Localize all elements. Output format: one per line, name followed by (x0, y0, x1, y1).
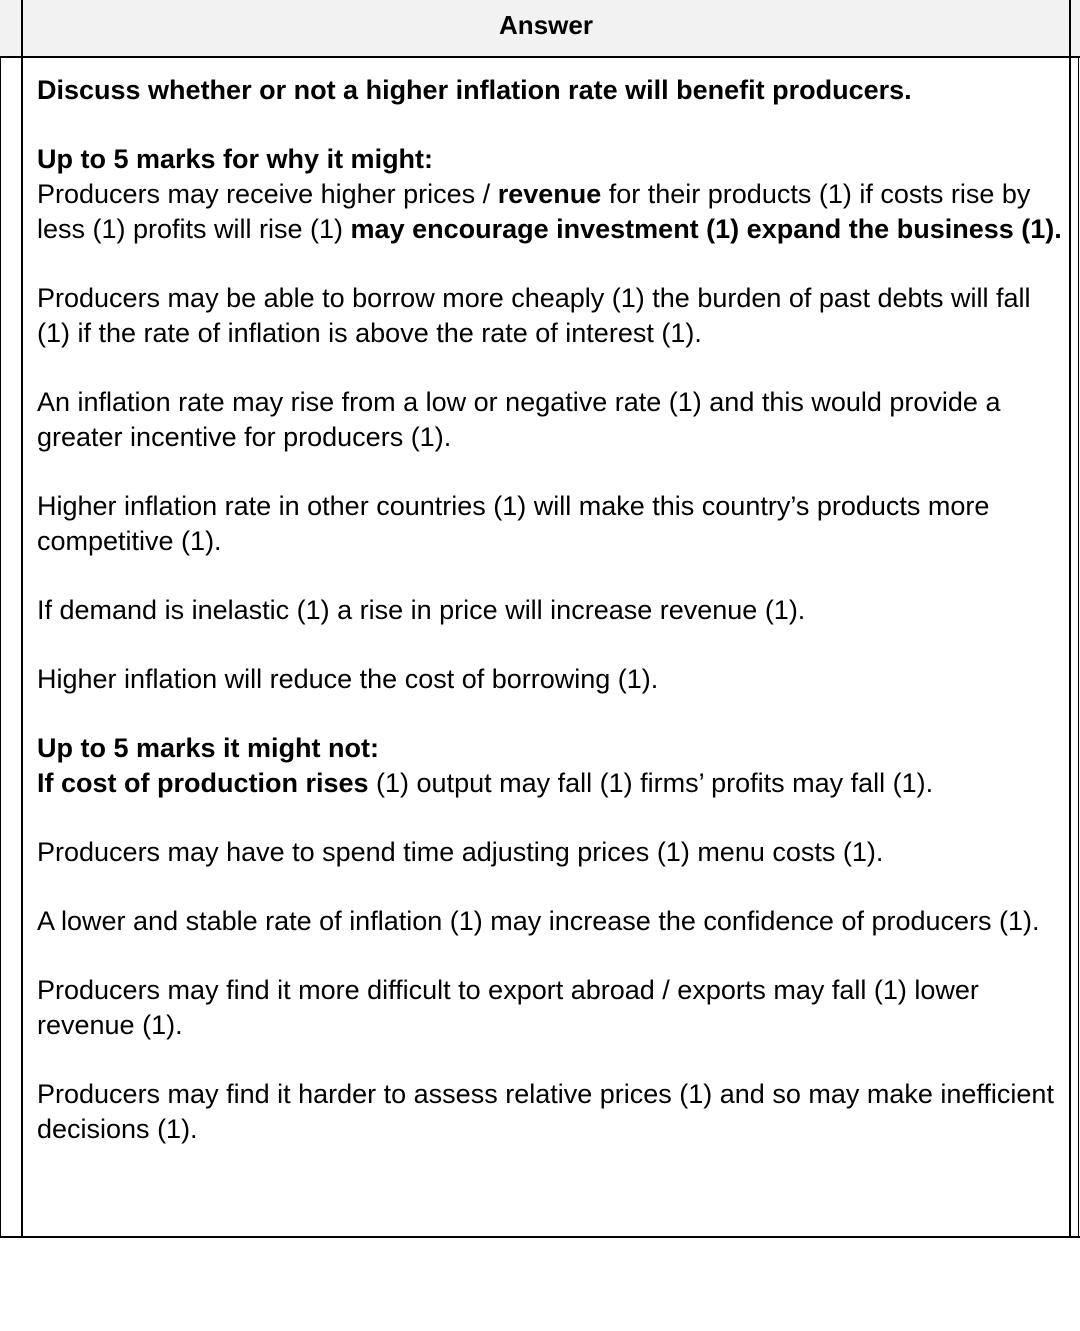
answer-cell (37, 73, 1063, 1181)
might-block (37, 142, 1063, 247)
might-not-heading: Up to 5 marks it might not: (37, 733, 380, 763)
might-not-p1-text: (1) output may fall (1) firms’ profits may fall (1). (368, 768, 934, 798)
might-p1-text-a: Producers may receive higher prices / (37, 179, 498, 209)
might-point-other-countries: Higher inflation rate in other countries (1) will make this country’s products more competitive (1). (37, 491, 990, 556)
might-point-cost-borrowing: Higher inflation will reduce the cost of borrowing (1). (37, 664, 659, 694)
might-point-low-rate: An inflation rate may rise from a low or negative rate (1) and this would provide a greater incentive for producers (1). (37, 387, 1001, 452)
table-bottom-border (0, 1236, 1080, 1238)
table-edge-left (0, 58, 1, 1237)
might-point-inelastic: If demand is inelastic (1) a rise in price will increase revenue (1). (37, 595, 806, 625)
answer-column-header: Answer (499, 10, 593, 40)
might-point-borrow: Producers may be able to borrow more cheaply (1) the burden of past debts will fall (1) if the rate of inflation is above the rate of interest (1). (37, 283, 1031, 348)
might-not-point-stable-rate: A lower and stable rate of inflation (1) may increase the confidence of producers (1). (37, 906, 1040, 936)
might-p1-text-c: for their products (1) if costs rise by less (1) profits will rise (1) (37, 179, 1031, 244)
might-not-point-menu-costs: Producers may have to spend time adjusting prices (1) menu costs (1). (37, 837, 884, 867)
might-not-p1-bold: If cost of production rises (37, 768, 369, 798)
might-not-point-relative-prices: Producers may find it harder to assess relative prices (1) and so may make inefficient decisions (1). (37, 1079, 1054, 1144)
table-edge-right (1078, 58, 1079, 1237)
column-divider-right (1069, 0, 1071, 1237)
might-heading: Up to 5 marks for why it might: (37, 144, 434, 174)
header-divider (0, 56, 1080, 58)
column-divider-left (21, 0, 23, 1237)
might-not-block (37, 731, 1063, 801)
might-not-point-exports: Producers may find it more difficult to export abroad / exports may fall (1) lower revenue (1). (37, 975, 979, 1040)
question-text: Discuss whether or not a higher inflation rate will benefit producers. (37, 75, 912, 105)
might-p1-bold-revenue: revenue (497, 179, 602, 209)
might-p1-bold-investment: may encourage investment (1) expand the business (1). (350, 214, 1062, 244)
